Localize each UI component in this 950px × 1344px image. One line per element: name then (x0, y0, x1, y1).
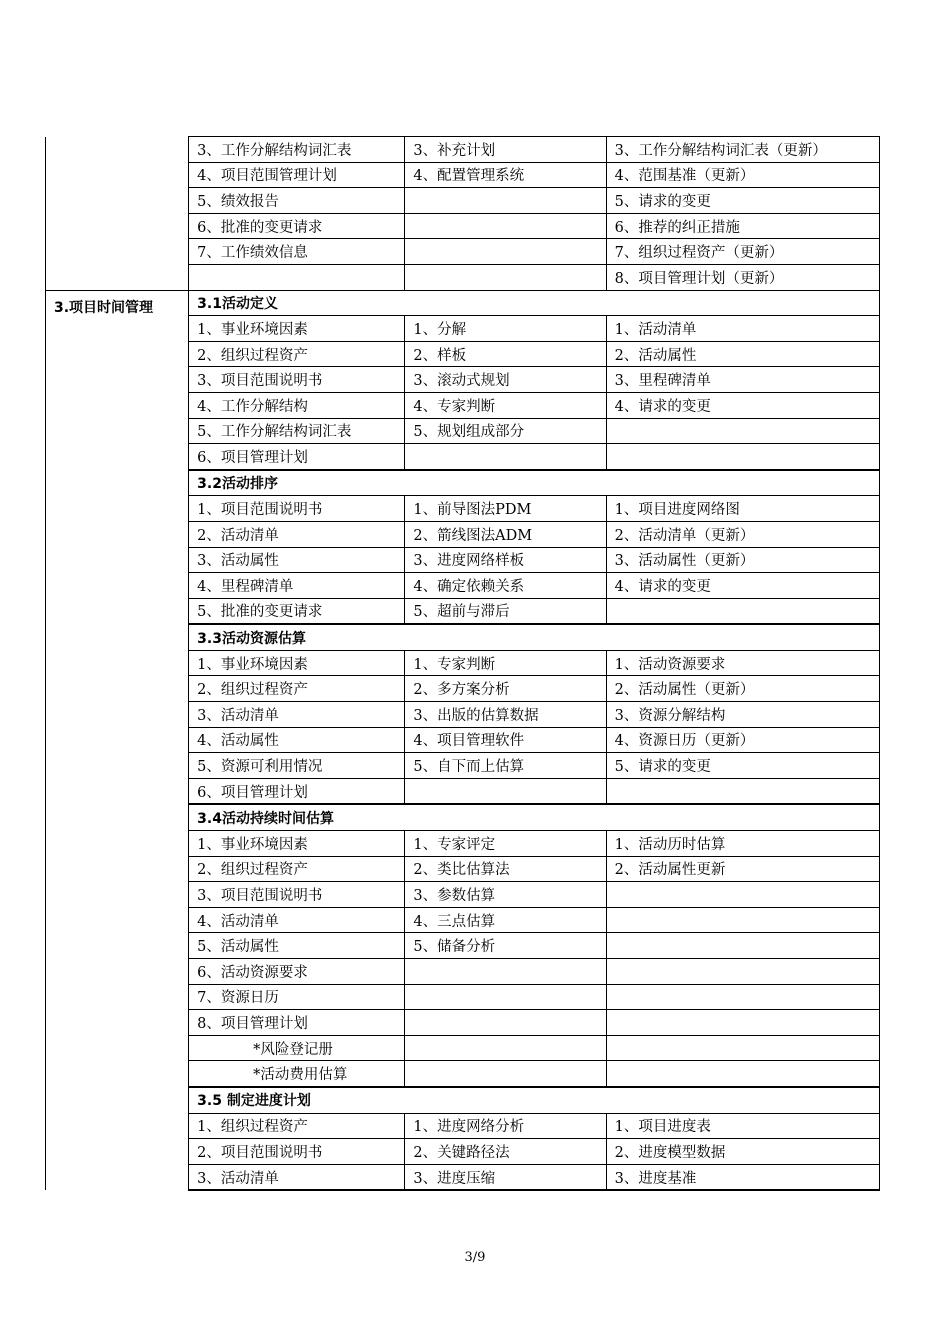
input-cell: 6、活动资源要求 (189, 959, 405, 985)
page-number: 3/9 (464, 1250, 486, 1265)
input-cell: 4、项目范围管理计划 (189, 162, 405, 188)
input-cell: 1、事业环境因素 (189, 831, 405, 857)
tool-cell: 4、配置管理系统 (405, 162, 606, 188)
tool-cell: 5、储备分析 (405, 933, 606, 959)
input-cell: 6、项目管理计划 (189, 444, 405, 470)
input-cell: 7、工作绩效信息 (189, 239, 405, 265)
input-cell: 5、工作分解结构词汇表 (189, 418, 405, 444)
input-cell: 2、组织过程资产 (189, 856, 405, 882)
process-table (45, 136, 880, 1191)
input-cell: 3、项目范围说明书 (189, 882, 405, 908)
output-cell: 1、项目进度表 (606, 1113, 879, 1139)
output-cell: 2、活动属性（更新） (606, 676, 879, 702)
output-cell (606, 959, 879, 985)
tool-cell: 5、自下而上估算 (405, 753, 606, 779)
output-cell (606, 778, 879, 804)
output-cell: 3、活动属性（更新） (606, 547, 879, 573)
output-cell: 8、项目管理计划（更新） (606, 264, 879, 290)
tool-cell: 2、类比估算法 (405, 856, 606, 882)
output-cell (606, 907, 879, 933)
input-cell: 3、活动属性 (189, 547, 405, 573)
tool-cell (405, 264, 606, 290)
tool-cell: 3、滚动式规划 (405, 367, 606, 393)
input-cell: 2、活动清单 (189, 521, 405, 547)
output-cell: 7、组织过程资产（更新） (606, 239, 879, 265)
output-cell: 2、进度模型数据 (606, 1139, 879, 1165)
input-cell: 1、事业环境因素 (189, 316, 405, 342)
table-body (46, 137, 880, 1191)
subsection-title: 3.1活动定义 (189, 290, 880, 316)
tool-cell: 1、进度网络分析 (405, 1113, 606, 1139)
output-cell (606, 598, 879, 624)
tool-cell: 1、专家评定 (405, 831, 606, 857)
output-cell (606, 984, 879, 1010)
group-cell-continued (46, 137, 189, 291)
input-cell: 4、工作分解结构 (189, 392, 405, 418)
tool-cell: 2、样板 (405, 341, 606, 367)
tool-cell: 2、多方案分析 (405, 676, 606, 702)
tool-cell: 4、项目管理软件 (405, 727, 606, 753)
tool-cell (405, 1035, 606, 1061)
tool-cell: 4、确定依赖关系 (405, 573, 606, 599)
tool-cell: 5、超前与滞后 (405, 598, 606, 624)
output-cell: 2、活动属性 (606, 341, 879, 367)
input-cell: 5、批准的变更请求 (189, 598, 405, 624)
output-cell (606, 418, 879, 444)
output-cell: 4、资源日历（更新） (606, 727, 879, 753)
input-cell: 4、里程碑清单 (189, 573, 405, 599)
output-cell: 4、请求的变更 (606, 573, 879, 599)
section-title: 3.项目时间管理 (46, 290, 189, 1190)
tool-cell (405, 1010, 606, 1036)
subsection-title: 3.3活动资源估算 (189, 624, 880, 650)
tool-cell: 4、三点估算 (405, 907, 606, 933)
tool-cell: 1、前导图法PDM (405, 496, 606, 522)
tool-cell: 3、进度压缩 (405, 1164, 606, 1190)
input-cell: 3、工作分解结构词汇表 (189, 137, 405, 163)
subsection-header-row (46, 290, 880, 316)
output-cell: 1、活动资源要求 (606, 650, 879, 676)
input-cell: 5、资源可利用情况 (189, 753, 405, 779)
table-row (46, 137, 880, 163)
output-cell: 4、范围基准（更新） (606, 162, 879, 188)
tool-cell: 2、关键路径法 (405, 1139, 606, 1165)
output-cell (606, 1061, 879, 1087)
input-cell: 7、资源日历 (189, 984, 405, 1010)
input-cell: 1、组织过程资产 (189, 1113, 405, 1139)
output-cell (606, 444, 879, 470)
input-cell: 6、项目管理计划 (189, 778, 405, 804)
output-cell (606, 882, 879, 908)
input-cell: 5、绩效报告 (189, 188, 405, 214)
input-cell: 3、活动清单 (189, 1164, 405, 1190)
input-cell: *活动费用估算 (189, 1061, 405, 1087)
output-cell: 1、活动历时估算 (606, 831, 879, 857)
input-cell: 3、活动清单 (189, 702, 405, 728)
input-cell: 4、活动清单 (189, 907, 405, 933)
tool-cell: 3、进度网络样板 (405, 547, 606, 573)
tool-cell (405, 239, 606, 265)
output-cell: 3、里程碑清单 (606, 367, 879, 393)
input-cell: 8、项目管理计划 (189, 1010, 405, 1036)
output-cell: 3、资源分解结构 (606, 702, 879, 728)
tool-cell: 4、专家判断 (405, 392, 606, 418)
output-cell: 2、活动属性更新 (606, 856, 879, 882)
input-cell: 4、活动属性 (189, 727, 405, 753)
output-cell (606, 1035, 879, 1061)
output-cell: 6、推荐的纠正措施 (606, 213, 879, 239)
tool-cell: 5、规划组成部分 (405, 418, 606, 444)
tool-cell (405, 444, 606, 470)
tool-cell (405, 1061, 606, 1087)
output-cell (606, 933, 879, 959)
input-cell: 3、项目范围说明书 (189, 367, 405, 393)
tool-cell (405, 959, 606, 985)
tool-cell: 1、分解 (405, 316, 606, 342)
output-cell: 4、请求的变更 (606, 392, 879, 418)
output-cell: 5、请求的变更 (606, 188, 879, 214)
tool-cell: 3、出版的估算数据 (405, 702, 606, 728)
subsection-title: 3.5 制定进度计划 (189, 1087, 880, 1113)
output-cell (606, 1010, 879, 1036)
tool-cell (405, 188, 606, 214)
tool-cell: 3、参数估算 (405, 882, 606, 908)
output-cell: 1、项目进度网络图 (606, 496, 879, 522)
tool-cell: 3、补充计划 (405, 137, 606, 163)
subsection-title: 3.4活动持续时间估算 (189, 804, 880, 830)
tool-cell (405, 778, 606, 804)
subsection-title: 3.2活动排序 (189, 470, 880, 496)
input-cell: 2、项目范围说明书 (189, 1139, 405, 1165)
output-cell: 3、工作分解结构词汇表（更新） (606, 137, 879, 163)
output-cell: 5、请求的变更 (606, 753, 879, 779)
input-cell: 2、组织过程资产 (189, 676, 405, 702)
tool-cell (405, 213, 606, 239)
output-cell: 2、活动清单（更新） (606, 521, 879, 547)
input-cell: 1、事业环境因素 (189, 650, 405, 676)
input-cell: 5、活动属性 (189, 933, 405, 959)
output-cell: 3、进度基准 (606, 1164, 879, 1190)
tool-cell: 1、专家判断 (405, 650, 606, 676)
output-cell: 1、活动清单 (606, 316, 879, 342)
input-cell (189, 264, 405, 290)
input-cell: 1、项目范围说明书 (189, 496, 405, 522)
tool-cell: 2、箭线图法ADM (405, 521, 606, 547)
input-cell: 2、组织过程资产 (189, 341, 405, 367)
tool-cell (405, 984, 606, 1010)
input-cell: *风险登记册 (189, 1035, 405, 1061)
input-cell: 6、批准的变更请求 (189, 213, 405, 239)
